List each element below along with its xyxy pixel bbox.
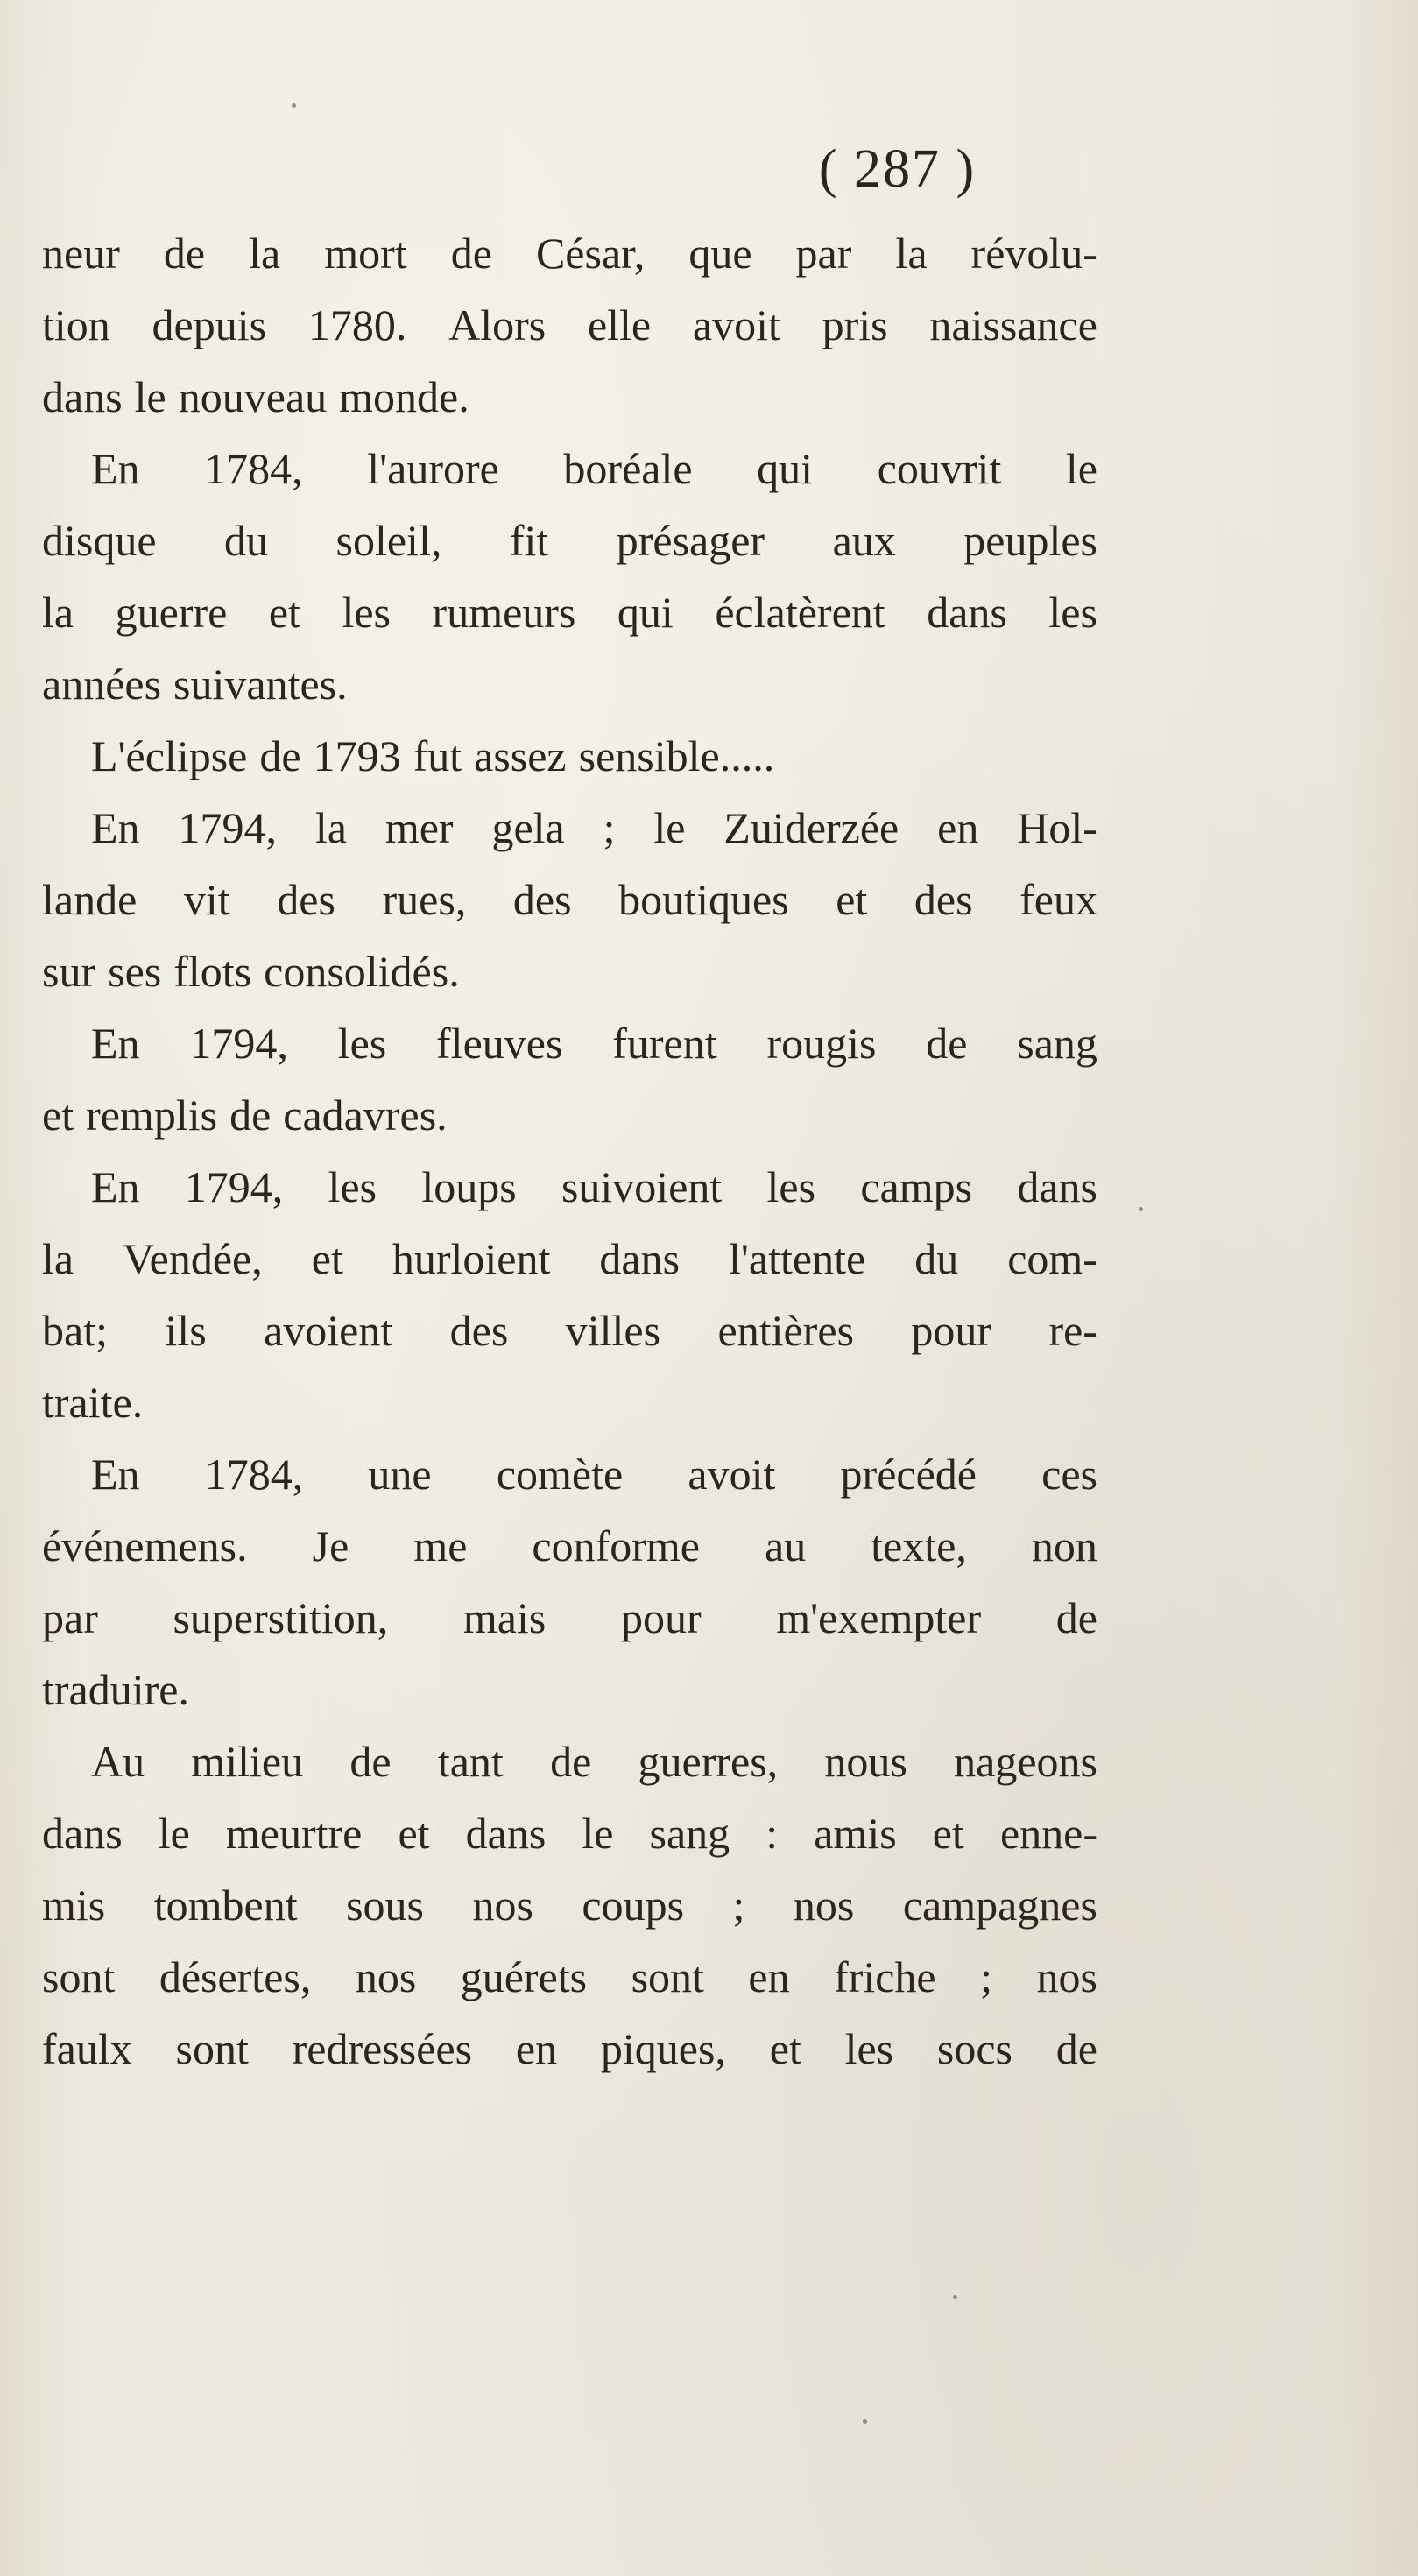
word: dans bbox=[927, 588, 1007, 637]
word: par bbox=[795, 229, 852, 278]
word: pris bbox=[822, 300, 888, 349]
word: dans bbox=[465, 1809, 547, 1858]
word: nous bbox=[824, 1737, 907, 1786]
word: Alors bbox=[448, 300, 547, 349]
word: la bbox=[42, 1234, 74, 1283]
word: et bbox=[398, 1809, 430, 1858]
word: 1780. bbox=[307, 300, 407, 349]
word: et bbox=[42, 1090, 74, 1140]
text-line bbox=[42, 1366, 1097, 1438]
word: ; bbox=[603, 803, 616, 852]
word: mer bbox=[384, 803, 454, 852]
word: Zuiderzée bbox=[723, 803, 899, 852]
word: au bbox=[765, 1521, 807, 1570]
word: Au bbox=[91, 1737, 145, 1786]
word: l'attente bbox=[729, 1234, 866, 1283]
word: de bbox=[1055, 2024, 1097, 2073]
text-line bbox=[42, 1151, 1097, 1223]
word: années bbox=[42, 660, 162, 709]
word: aux bbox=[832, 516, 896, 565]
word: nos bbox=[355, 1952, 417, 2001]
word: sont bbox=[175, 2024, 249, 2073]
word: éclatèrent bbox=[715, 588, 885, 637]
word: avoit bbox=[688, 1450, 776, 1499]
word: sont bbox=[42, 1952, 116, 2001]
word: les bbox=[337, 1019, 387, 1068]
word: les bbox=[328, 1162, 377, 1211]
word: de bbox=[229, 1090, 272, 1140]
word: elle bbox=[587, 300, 652, 349]
word: En bbox=[91, 444, 140, 493]
word: de bbox=[349, 1737, 392, 1786]
word: des bbox=[914, 875, 973, 924]
word: désertes, bbox=[159, 1952, 312, 2001]
word: avoit bbox=[692, 300, 780, 349]
word: monde. bbox=[339, 372, 469, 421]
text-line bbox=[42, 1007, 1097, 1079]
word: boréale bbox=[563, 444, 693, 493]
word: des bbox=[512, 875, 572, 924]
word: 1794, bbox=[178, 803, 277, 852]
word: ses bbox=[108, 947, 162, 996]
text-line bbox=[42, 433, 1097, 505]
word: villes bbox=[565, 1306, 661, 1355]
word: depuis bbox=[152, 300, 267, 349]
word: campagnes bbox=[902, 1881, 1097, 1930]
word: ; bbox=[732, 1881, 745, 1930]
word: coups bbox=[582, 1881, 685, 1930]
word: conforme bbox=[532, 1521, 700, 1570]
word: le bbox=[134, 372, 166, 421]
word: re- bbox=[1048, 1306, 1097, 1355]
word: enne- bbox=[999, 1809, 1097, 1858]
word: sous bbox=[346, 1881, 424, 1930]
word: traite. bbox=[42, 1378, 144, 1427]
word: de bbox=[163, 229, 206, 278]
word: tant bbox=[437, 1737, 504, 1786]
word: sang bbox=[1017, 1019, 1097, 1068]
word: les bbox=[342, 588, 392, 637]
word: nos bbox=[793, 1881, 855, 1930]
word: de bbox=[926, 1019, 968, 1068]
text-line bbox=[42, 1654, 1097, 1726]
word: avoient bbox=[264, 1306, 393, 1355]
word: piques, bbox=[600, 2024, 726, 2073]
word: mais bbox=[462, 1593, 547, 1642]
word: meurtre bbox=[225, 1809, 363, 1858]
word: qui bbox=[617, 588, 674, 637]
word: gela bbox=[491, 803, 565, 852]
text-line bbox=[42, 1797, 1097, 1869]
word: les bbox=[766, 1162, 816, 1211]
text-line bbox=[42, 1079, 1097, 1151]
word: En bbox=[91, 1019, 140, 1068]
word: des bbox=[277, 875, 335, 924]
text-line bbox=[42, 505, 1097, 576]
word: en bbox=[748, 1952, 790, 2001]
word: neur bbox=[42, 229, 120, 278]
word: dans bbox=[599, 1234, 681, 1283]
word: furent bbox=[612, 1019, 717, 1068]
word: la bbox=[42, 588, 74, 637]
word: la bbox=[314, 803, 347, 852]
word: sang bbox=[649, 1809, 730, 1858]
word: Je bbox=[312, 1521, 349, 1570]
text-line bbox=[42, 217, 1097, 289]
word: mort bbox=[324, 229, 407, 278]
text-line bbox=[42, 1869, 1097, 1941]
word: ces bbox=[1041, 1450, 1097, 1499]
word: flots bbox=[173, 947, 252, 996]
word: le bbox=[158, 1809, 190, 1858]
word: précédé bbox=[840, 1450, 977, 1499]
word: et bbox=[268, 588, 300, 637]
text-line bbox=[42, 1438, 1097, 1510]
word: nos bbox=[1036, 1952, 1097, 2001]
word: événemens. bbox=[42, 1521, 248, 1570]
word: pour bbox=[911, 1306, 992, 1355]
word: que bbox=[688, 229, 752, 278]
word: remplis bbox=[86, 1090, 218, 1140]
word: camps bbox=[860, 1162, 973, 1211]
word: 1784, bbox=[204, 444, 303, 493]
word: superstition, bbox=[173, 1593, 389, 1642]
word: par bbox=[42, 1593, 98, 1642]
text-line bbox=[42, 1582, 1097, 1654]
word: entières bbox=[717, 1306, 854, 1355]
word: rumeurs bbox=[432, 588, 576, 637]
word: et bbox=[311, 1234, 343, 1283]
text-line bbox=[42, 289, 1097, 361]
word: En bbox=[91, 1162, 140, 1211]
word: fleuves bbox=[436, 1019, 563, 1068]
word: ; bbox=[980, 1952, 992, 2001]
word: tion bbox=[42, 300, 110, 349]
word: cadavres. bbox=[283, 1090, 448, 1140]
word: 1784, bbox=[204, 1450, 304, 1499]
word: le bbox=[1065, 444, 1097, 493]
word: feux bbox=[1019, 875, 1097, 924]
word: en bbox=[515, 2024, 558, 2073]
word: soleil, bbox=[335, 516, 442, 565]
word: révolu- bbox=[970, 229, 1097, 278]
word: com- bbox=[1007, 1234, 1097, 1283]
word: sont bbox=[631, 1952, 704, 2001]
text-line bbox=[42, 1223, 1097, 1295]
page-number: ( 287 ) bbox=[818, 139, 977, 199]
word: fit bbox=[509, 516, 549, 565]
word: amis bbox=[814, 1809, 897, 1858]
word: qui bbox=[757, 444, 814, 493]
text-line bbox=[42, 576, 1097, 648]
word: friche bbox=[834, 1952, 936, 2001]
word: 1793 bbox=[313, 731, 401, 780]
text-line bbox=[42, 720, 1097, 792]
word: rougis bbox=[766, 1019, 877, 1068]
word: hurloient bbox=[392, 1234, 551, 1283]
word: et bbox=[932, 1809, 964, 1858]
word: couvrit bbox=[877, 444, 1002, 493]
word: boutiques bbox=[618, 875, 789, 924]
page-number-header bbox=[0, 138, 1418, 201]
text-line bbox=[42, 935, 1097, 1007]
word: les bbox=[1048, 588, 1097, 637]
word: traduire. bbox=[42, 1665, 189, 1714]
word: du bbox=[914, 1234, 959, 1283]
word: de bbox=[450, 229, 492, 278]
body-text bbox=[42, 217, 1097, 2085]
text-line bbox=[42, 1295, 1097, 1366]
text-line bbox=[42, 864, 1097, 935]
word: bat; bbox=[42, 1306, 108, 1355]
word: m'exempter bbox=[776, 1593, 982, 1642]
word: L'éclipse bbox=[91, 731, 248, 780]
word: pour bbox=[620, 1593, 702, 1642]
word: l'aurore bbox=[367, 444, 499, 493]
word: mis bbox=[42, 1881, 106, 1930]
text-line bbox=[42, 1510, 1097, 1582]
word: vit bbox=[183, 875, 230, 924]
word: loups bbox=[421, 1162, 517, 1211]
word: une bbox=[368, 1450, 432, 1499]
word: des bbox=[449, 1306, 509, 1355]
word: en bbox=[937, 803, 979, 852]
word: dans bbox=[1017, 1162, 1097, 1211]
text-line bbox=[42, 1726, 1097, 1797]
word: En bbox=[91, 1450, 140, 1499]
word: guerre bbox=[115, 588, 228, 637]
word: comète bbox=[496, 1450, 624, 1499]
word: de bbox=[259, 731, 301, 780]
word: ils bbox=[165, 1306, 207, 1355]
paper-speck bbox=[292, 103, 296, 108]
word: Hol- bbox=[1017, 803, 1097, 852]
word: 1794, bbox=[184, 1162, 284, 1211]
word: lande bbox=[42, 875, 138, 924]
word: fut bbox=[413, 731, 462, 780]
word: me bbox=[413, 1521, 468, 1570]
word: assez bbox=[474, 731, 567, 780]
word: de bbox=[1055, 1593, 1097, 1642]
word: Vendée, bbox=[123, 1234, 263, 1283]
word: et bbox=[836, 875, 868, 924]
word: naissance bbox=[929, 300, 1097, 349]
word: présager bbox=[616, 516, 765, 565]
word: redressées bbox=[292, 2024, 473, 2073]
text-line bbox=[42, 792, 1097, 864]
word: César, bbox=[535, 229, 646, 278]
word: et bbox=[769, 2024, 801, 2073]
word: nos bbox=[472, 1881, 533, 1930]
word: la bbox=[895, 229, 928, 278]
word: guérets bbox=[460, 1952, 588, 2001]
word: dans bbox=[42, 1809, 123, 1858]
word: nouveau bbox=[178, 372, 328, 421]
word: milieu bbox=[191, 1737, 304, 1786]
word: tombent bbox=[153, 1881, 298, 1930]
paper-speck bbox=[863, 2419, 867, 2424]
word: nageons bbox=[954, 1737, 1097, 1786]
word: faulx bbox=[42, 2024, 132, 2073]
word: En bbox=[91, 803, 140, 852]
paper-speck bbox=[1139, 1207, 1143, 1211]
word: dans bbox=[42, 372, 123, 421]
word: les bbox=[844, 2024, 894, 2073]
text-line bbox=[42, 2013, 1097, 2085]
word: 1794, bbox=[189, 1019, 288, 1068]
word: du bbox=[224, 516, 269, 565]
word: le bbox=[582, 1809, 614, 1858]
text-line bbox=[42, 648, 1097, 720]
word: consolidés. bbox=[264, 947, 460, 996]
text-line bbox=[42, 361, 1097, 433]
paper-speck bbox=[953, 2295, 957, 2299]
word: sensible..... bbox=[578, 731, 775, 780]
word: la bbox=[249, 229, 281, 278]
word: disque bbox=[42, 516, 157, 565]
word: de bbox=[550, 1737, 592, 1786]
word: suivantes. bbox=[173, 660, 348, 709]
word: rues, bbox=[382, 875, 467, 924]
word: suivoient bbox=[561, 1162, 723, 1211]
word: le bbox=[653, 803, 686, 852]
text-line bbox=[42, 1941, 1097, 2013]
word: texte, bbox=[871, 1521, 967, 1570]
word: sur bbox=[42, 947, 96, 996]
word: guerres, bbox=[638, 1737, 779, 1786]
word: non bbox=[1031, 1521, 1097, 1570]
word: peuples bbox=[963, 516, 1097, 565]
word: : bbox=[765, 1809, 779, 1858]
word: socs bbox=[936, 2024, 1013, 2073]
